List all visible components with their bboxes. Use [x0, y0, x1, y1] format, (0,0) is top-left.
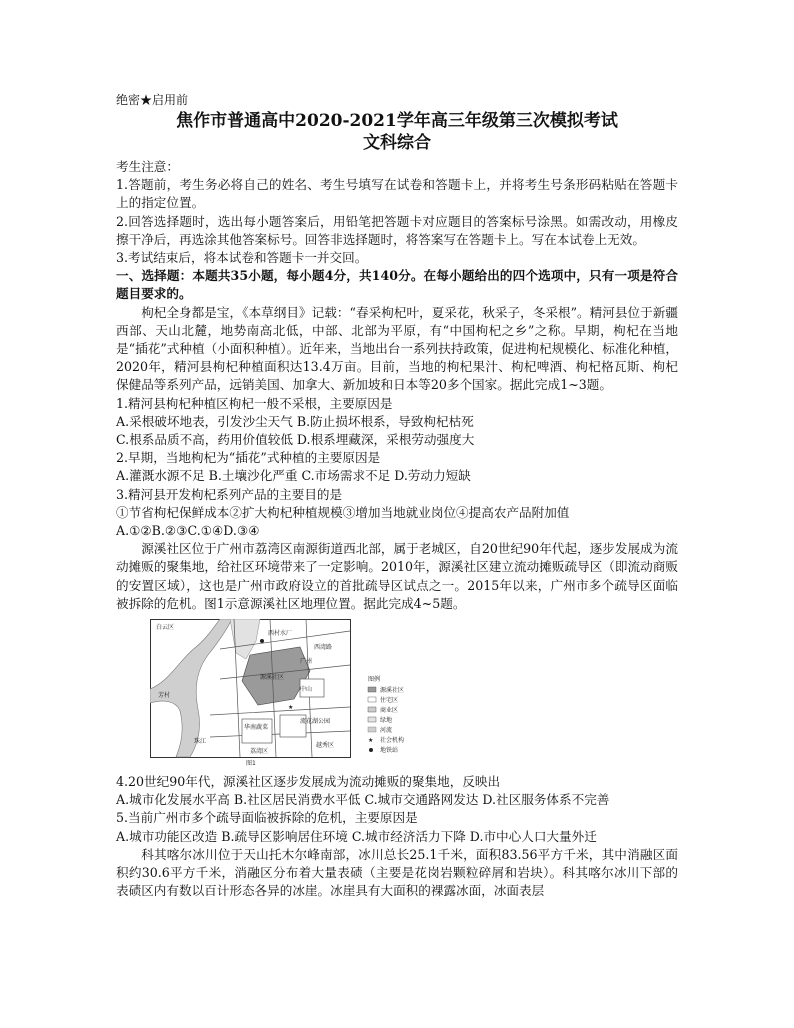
question-3-options: A.①②B.②③C.①④D.③④ [116, 523, 260, 539]
notice-item-3: 3.考试结束后，将本试卷和答题卡一并交回。 [116, 250, 368, 266]
page-content [116, 92, 678, 901]
question-1-options-cd: C.根系品质不高，药用价值较低 D.根系埋藏深，采根劳动强度大 [116, 432, 475, 448]
notice-heading: 考生注意： [116, 159, 179, 174]
map-svg [150, 619, 500, 767]
legend-item-6: 社会机构 [380, 737, 405, 745]
label-yuanxi: 源溪社区 [260, 674, 285, 682]
market-block [242, 719, 272, 743]
location-map [150, 619, 500, 767]
legend-swatch-river [368, 727, 376, 732]
institution-star-icon: ★ [288, 704, 294, 712]
label-zhujiang: 珠江 [194, 738, 207, 746]
passage-3: 科其喀尔冰川位于天山托木尔峰南部，冰川总长25.1千米，面积83.56平方千米，其中消融区面积约30.6平方千米，消融区分布着大量表碛（主要是花岗岩颗粒碎屑和岩块）。科其喀尔冰川下部的表碛区内有数以百计形态各异的冰崖。冰崖具有大面积的裸露冰面，冰面表层 [116, 846, 678, 899]
legend-metro-icon [369, 748, 373, 752]
legend-swatch-commercial [368, 707, 376, 712]
metro-station-icon [260, 639, 264, 643]
label-liwan: 荔湾区 [250, 748, 269, 756]
figure-caption: 图1 [246, 760, 256, 768]
label-yuexiu: 越秀区 [316, 742, 335, 750]
label-huanan: 华南蔬菜 [244, 724, 269, 732]
legend-swatch-yuanxi [368, 687, 376, 692]
label-zhongshan: 中山 [300, 686, 313, 694]
notice-item-1: 1.答题前，考生务必将自己的姓名、考生号填写在试卷和答题卡上，并将考生号条形码粘贴在答题卡上的指定位置。 [116, 177, 678, 211]
question-3: 3.精河县开发枸杞系列产品的主要目的是 [116, 486, 343, 502]
secret-mark: 绝密★启用前 [116, 93, 189, 107]
question-1-options-ab: A.采根破坏地表，引发沙尘天气 B.防止损坏根系，导致枸杞枯死 [116, 413, 474, 429]
notice-item-2: 2.回答选择题时，选出每小题答案后，用铅笔把答题卡对应题目的答案标号涂黑。如需改动，用橡皮擦干净后，再选涂其他答案标号。回答非选择题时，将答案写在答题卡上。写在本试卷上无效。 [116, 213, 678, 247]
exam-subtitle: 文科综合 [363, 133, 431, 153]
legend-item-3: 商业区 [380, 707, 399, 715]
label-xiwan: 西湾路 [314, 644, 333, 652]
legend-item-2: 住宅区 [380, 697, 399, 705]
exam-title: 焦作市普通高中2020-2021学年高三年级第三次模拟考试 [176, 111, 618, 131]
question-2-options: A.灌溉水源不足 B.土壤沙化严重 C.市场需求不足 D.劳动力短缺 [116, 468, 471, 484]
legend-item-1: 源溪社区 [380, 687, 405, 695]
legend-item-7: 地铁站 [380, 747, 399, 755]
question-5: 5.当前广州市多个疏导面临被拆除的危机，主要原因是 [116, 810, 418, 826]
map-legend [368, 675, 404, 754]
question-5-options: A.城市功能区改造 B.疏导区影响居住环境 C.城市经济活力下降 D.市中心人口大量外迁 [116, 828, 597, 844]
label-liuhua: 流花湖公园 [300, 718, 331, 726]
question-3-items: ①节省枸杞保鲜成本②扩大枸杞种植规模③增加当地就业岗位④提高农产品附加值 [116, 504, 570, 520]
question-1: 1.精河县枸杞种植区枸杞一般不采根，主要原因是 [116, 395, 393, 411]
label-fangcun: 芳村 [158, 692, 171, 700]
passage-1: 枸杞全身都是宝，《本草纲目》记载：“春采枸杞叶，夏采花，秋采子，冬采根”。精河县位于新疆西部、天山北麓，地势南高北低，中部、北部为平原，有“中国枸杞之乡”之称。早期，枸杞在当地是“插花”式种植（小面积种植）。近年来，当地出台一系列扶持政策，促进枸杞规模化、标准化种植，2020年，精河县枸杞种植面积达13.4万亩。目前，当地的枸杞果汁、枸杞啤酒、枸杞格瓦斯、枸杞保健品等系列产品，远销美国、加拿大、新加坡和日本等20多个国家。据此完成1~3题。 [116, 304, 678, 393]
section-heading: 一、选择题：本题共35小题，每小题4分，共140分。在每小题给出的四个选项中，只有一项是符合题目要求的。 [116, 268, 678, 302]
passage-2: 源溪社区位于广州市荔湾区南源街道西北部，属于老城区，自20世纪90年代起，逐步发展成为流动摊贩的聚集地，给社区环境带来了一定影响。2010年，源溪社区建立流动摊贩疏导区（即流动商贩的安置区域），这也是广州市政府设立的首批疏导区试点之一。2015年以来，广州市多个疏导区面临被拆除的危机。图1示意源溪社区地理位置。据此完成4~5题。 [116, 541, 678, 611]
legend-item-4: 绿地 [380, 717, 393, 725]
legend-swatch-residential [368, 697, 376, 702]
question-4-options: A.城市化发展水平高 B.社区居民消费水平低 C.城市交通路网发达 D.社区服务体系不完善 [116, 792, 610, 808]
label-xicun: 西村水厂 [268, 630, 293, 638]
legend-swatch-green [368, 717, 376, 722]
legend-item-5: 河流 [380, 727, 393, 735]
label-guangzhou: 广州 [300, 658, 313, 666]
label-baiyun: 白云区 [156, 624, 175, 632]
legend-star-icon: ★ [368, 737, 374, 745]
legend-title: 图例 [368, 676, 381, 684]
question-2: 2.早期，当地枸杞为“插花”式种植的主要原因是 [116, 450, 381, 466]
question-4: 4.20世纪90年代，源溪社区逐步发展成为流动摊贩的聚集地，反映出 [116, 774, 501, 790]
